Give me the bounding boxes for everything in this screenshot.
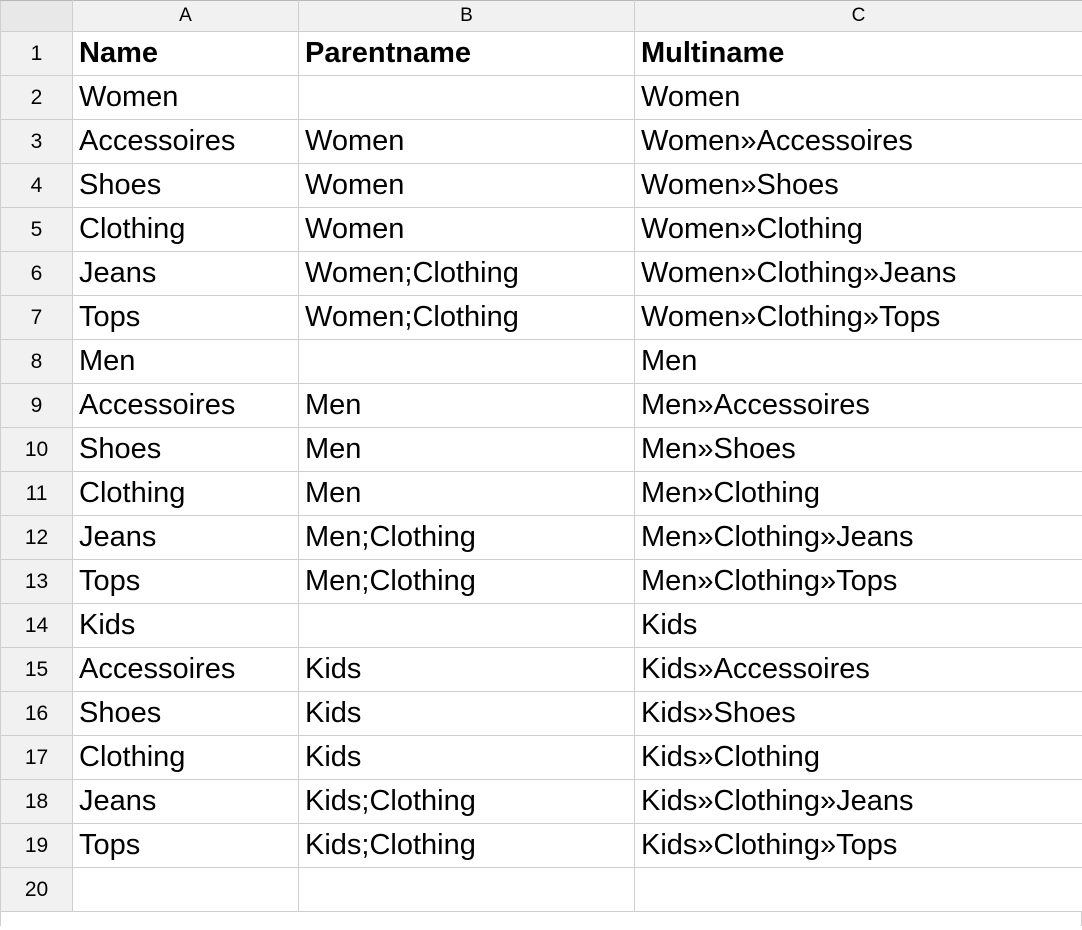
cell-b2[interactable] <box>299 76 635 120</box>
row-header[interactable]: 12 <box>1 516 73 560</box>
cell-b1[interactable]: Parentname <box>299 32 635 76</box>
row-header[interactable]: 13 <box>1 560 73 604</box>
column-header-c[interactable]: C <box>635 1 1082 32</box>
row-header[interactable]: 20 <box>1 868 73 912</box>
cell-b6[interactable]: Women;Clothing <box>299 252 635 296</box>
cell-c2[interactable]: Women <box>635 76 1082 120</box>
row-header[interactable]: 18 <box>1 780 73 824</box>
table-row[interactable] <box>1 560 1082 604</box>
row-header[interactable]: 4 <box>1 164 73 208</box>
cell-b13[interactable]: Men;Clothing <box>299 560 635 604</box>
table-row[interactable] <box>1 736 1082 780</box>
row-header[interactable]: 8 <box>1 340 73 384</box>
cell-c1[interactable]: Multiname <box>635 32 1082 76</box>
row-header[interactable]: 10 <box>1 428 73 472</box>
cell-c16[interactable]: Kids»Shoes <box>635 692 1082 736</box>
cell-a16[interactable]: Shoes <box>73 692 299 736</box>
cell-b7[interactable]: Women;Clothing <box>299 296 635 340</box>
cell-a12[interactable]: Jeans <box>73 516 299 560</box>
cell-a14[interactable]: Kids <box>73 604 299 648</box>
cell-c15[interactable]: Kids»Accessoires <box>635 648 1082 692</box>
table-row[interactable] <box>1 868 1082 912</box>
cell-a3[interactable]: Accessoires <box>73 120 299 164</box>
cell-c9[interactable]: Men»Accessoires <box>635 384 1082 428</box>
cell-a19[interactable]: Tops <box>73 824 299 868</box>
cell-b15[interactable]: Kids <box>299 648 635 692</box>
cell-a13[interactable]: Tops <box>73 560 299 604</box>
cell-a11[interactable]: Clothing <box>73 472 299 516</box>
cell-b11[interactable]: Men <box>299 472 635 516</box>
row-header[interactable]: 1 <box>1 32 73 76</box>
cell-a15[interactable]: Accessoires <box>73 648 299 692</box>
table-row[interactable] <box>1 208 1082 252</box>
cell-a6[interactable]: Jeans <box>73 252 299 296</box>
cell-c19[interactable]: Kids»Clothing»Tops <box>635 824 1082 868</box>
row-header[interactable]: 14 <box>1 604 73 648</box>
cell-c10[interactable]: Men»Shoes <box>635 428 1082 472</box>
cell-b19[interactable]: Kids;Clothing <box>299 824 635 868</box>
cell-b18[interactable]: Kids;Clothing <box>299 780 635 824</box>
cell-b16[interactable]: Kids <box>299 692 635 736</box>
cell-a18[interactable]: Jeans <box>73 780 299 824</box>
row-header[interactable]: 3 <box>1 120 73 164</box>
row-header[interactable]: 5 <box>1 208 73 252</box>
cell-c13[interactable]: Men»Clothing»Tops <box>635 560 1082 604</box>
cell-b5[interactable]: Women <box>299 208 635 252</box>
cell-c6[interactable]: Women»Clothing»Jeans <box>635 252 1082 296</box>
column-header-a[interactable]: A <box>73 1 299 32</box>
row-header[interactable]: 15 <box>1 648 73 692</box>
cell-b8[interactable] <box>299 340 635 384</box>
cell-c18[interactable]: Kids»Clothing»Jeans <box>635 780 1082 824</box>
table-row[interactable] <box>1 76 1082 120</box>
cell-a17[interactable]: Clothing <box>73 736 299 780</box>
cell-a9[interactable]: Accessoires <box>73 384 299 428</box>
table-row[interactable] <box>1 472 1082 516</box>
cell-b4[interactable]: Women <box>299 164 635 208</box>
cell-a20[interactable] <box>73 868 299 912</box>
table-row[interactable] <box>1 32 1082 76</box>
row-header[interactable]: 17 <box>1 736 73 780</box>
row-header[interactable]: 7 <box>1 296 73 340</box>
table-row[interactable] <box>1 252 1082 296</box>
table-row[interactable] <box>1 516 1082 560</box>
cell-b20[interactable] <box>299 868 635 912</box>
cell-a10[interactable]: Shoes <box>73 428 299 472</box>
cell-c4[interactable]: Women»Shoes <box>635 164 1082 208</box>
cell-b9[interactable]: Men <box>299 384 635 428</box>
row-header[interactable]: 19 <box>1 824 73 868</box>
table-row[interactable] <box>1 648 1082 692</box>
column-header-b[interactable]: B <box>299 1 635 32</box>
cell-b3[interactable]: Women <box>299 120 635 164</box>
table-row[interactable] <box>1 296 1082 340</box>
table-row[interactable] <box>1 780 1082 824</box>
select-all-corner[interactable] <box>1 1 73 32</box>
table-row[interactable] <box>1 428 1082 472</box>
cell-c12[interactable]: Men»Clothing»Jeans <box>635 516 1082 560</box>
table-row[interactable] <box>1 692 1082 736</box>
cell-c11[interactable]: Men»Clothing <box>635 472 1082 516</box>
cell-a2[interactable]: Women <box>73 76 299 120</box>
cell-a7[interactable]: Tops <box>73 296 299 340</box>
row-header[interactable]: 9 <box>1 384 73 428</box>
table-row[interactable] <box>1 824 1082 868</box>
cell-a5[interactable]: Clothing <box>73 208 299 252</box>
table-row[interactable] <box>1 340 1082 384</box>
table-row[interactable] <box>1 120 1082 164</box>
grid-bottom-edge <box>0 912 1082 926</box>
row-header[interactable]: 16 <box>1 692 73 736</box>
cell-a4[interactable]: Shoes <box>73 164 299 208</box>
table-row[interactable] <box>1 384 1082 428</box>
row-header[interactable]: 11 <box>1 472 73 516</box>
cell-c7[interactable]: Women»Clothing»Tops <box>635 296 1082 340</box>
cell-c14[interactable]: Kids <box>635 604 1082 648</box>
row-header[interactable]: 2 <box>1 76 73 120</box>
cell-c3[interactable]: Women»Accessoires <box>635 120 1082 164</box>
row-header[interactable]: 6 <box>1 252 73 296</box>
cell-c20[interactable] <box>635 868 1082 912</box>
cell-b10[interactable]: Men <box>299 428 635 472</box>
sheet-body <box>1 32 1082 912</box>
cell-b14[interactable] <box>299 604 635 648</box>
cell-b12[interactable]: Men;Clothing <box>299 516 635 560</box>
table-row[interactable] <box>1 164 1082 208</box>
cell-a1[interactable]: Name <box>73 32 299 76</box>
cell-c5[interactable]: Women»Clothing <box>635 208 1082 252</box>
cell-c17[interactable]: Kids»Clothing <box>635 736 1082 780</box>
cell-c8[interactable]: Men <box>635 340 1082 384</box>
column-header-row <box>1 1 1082 32</box>
cell-a8[interactable]: Men <box>73 340 299 384</box>
cell-b17[interactable]: Kids <box>299 736 635 780</box>
table-row[interactable] <box>1 604 1082 648</box>
